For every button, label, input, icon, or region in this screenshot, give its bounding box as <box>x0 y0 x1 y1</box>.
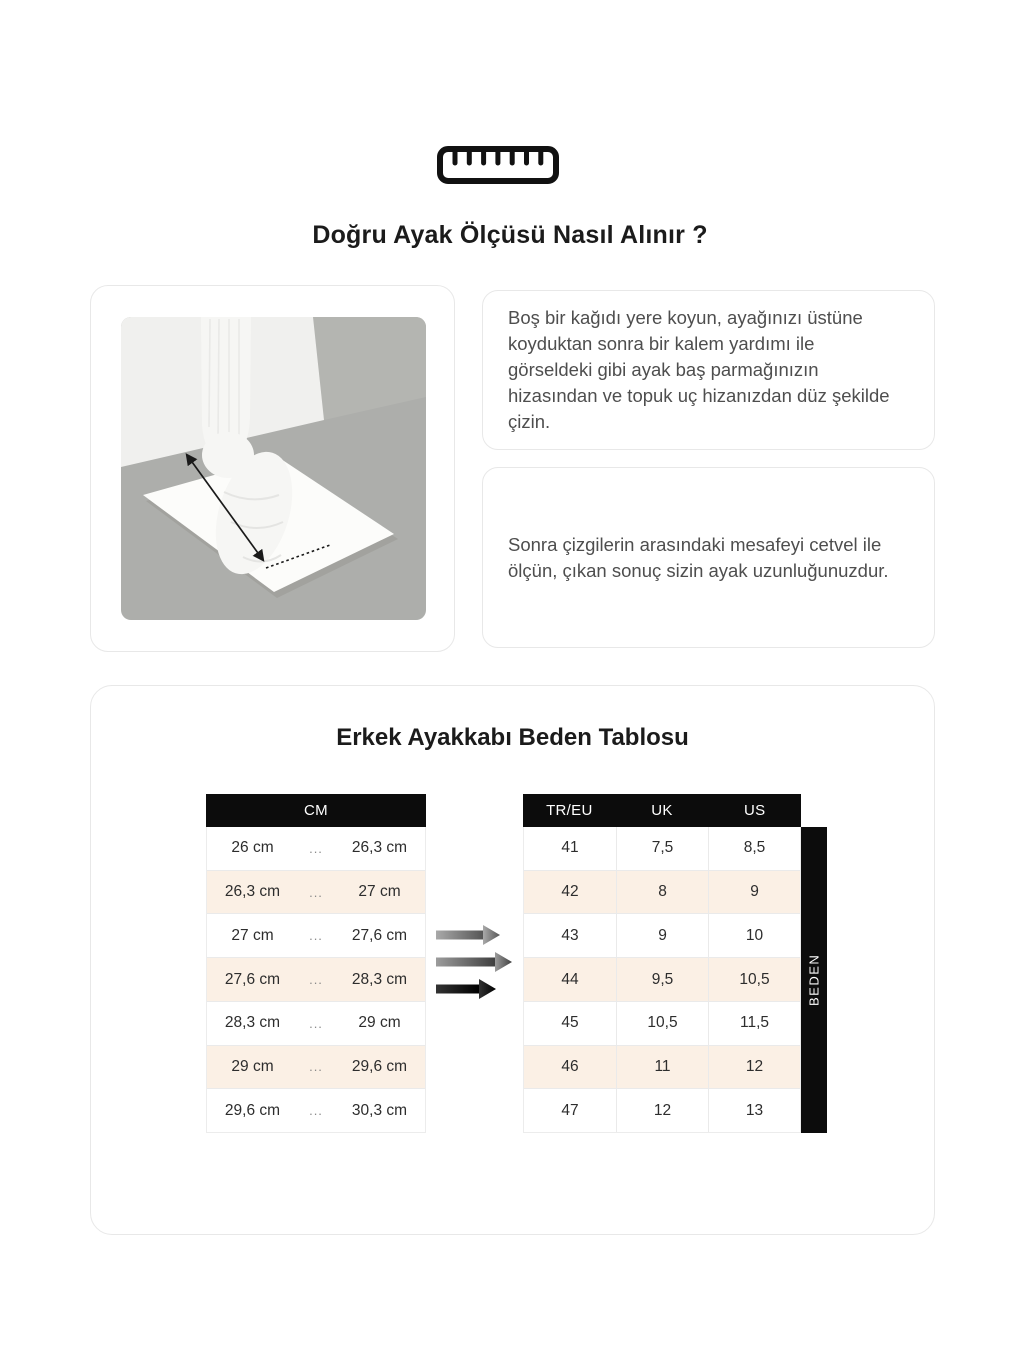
size-table-row <box>524 1088 800 1132</box>
beden-side-label: BEDEN <box>801 827 827 1133</box>
table-cell: 11 <box>616 1046 708 1089</box>
table-cell: ... <box>309 928 323 944</box>
table-cell: 41 <box>561 839 579 857</box>
table-cell: ... <box>309 884 323 900</box>
table-cell: 29,6 cm <box>224 1101 281 1119</box>
table-cell: 44 <box>561 970 579 988</box>
size-table-row <box>524 1001 800 1045</box>
size-table-card <box>90 685 935 1235</box>
table-cell: 45 <box>561 1014 579 1032</box>
table-cell: 9,5 <box>616 958 708 1001</box>
table-cell: 9 <box>708 871 800 914</box>
table-cell: ... <box>309 972 323 988</box>
table-cell: 28,3 cm <box>224 1014 281 1032</box>
table-cell: 27 cm <box>231 926 274 944</box>
cm-table-row <box>207 870 425 914</box>
cm-table-row <box>207 957 425 1001</box>
foot-measurement-photo <box>121 317 426 620</box>
table-cell: 26 cm <box>231 839 274 857</box>
size-table-header-treu: TR/EU <box>546 802 593 819</box>
ruler-icon <box>436 145 560 187</box>
cm-table-row <box>207 827 425 870</box>
table-cell: 27 cm <box>358 883 401 901</box>
size-table-row <box>524 913 800 957</box>
cm-table-row <box>207 1001 425 1045</box>
size-table-row <box>524 870 800 914</box>
size-section-title: Erkek Ayakkabı Beden Tablosu <box>336 724 689 751</box>
table-cell: 28,3 cm <box>351 970 408 988</box>
table-cell: 27,6 cm <box>351 926 408 944</box>
table-cell: 26,3 cm <box>351 839 408 857</box>
instruction-card-2 <box>482 467 935 648</box>
cm-table-row <box>207 1045 425 1089</box>
table-cell: 29 cm <box>231 1057 274 1075</box>
size-table-header <box>523 794 801 827</box>
conversion-arrows-icon <box>436 919 516 1004</box>
table-cell: 26,3 cm <box>224 883 281 901</box>
table-cell: 8 <box>616 871 708 914</box>
table-cell: 29,6 cm <box>351 1057 408 1075</box>
table-cell: 29 cm <box>358 1014 401 1032</box>
table-cell: ... <box>309 1059 323 1075</box>
cm-table-row <box>207 913 425 957</box>
table-cell: 12 <box>708 1046 800 1089</box>
table-cell: 30,3 cm <box>351 1101 408 1119</box>
cm-table-header: CM <box>206 794 426 827</box>
size-conversion-table <box>523 794 801 1133</box>
instruction-step-1: Boş bir kağıdı yere koyun, ayağınızı üstüne koyduktan sonra bir kalem yardımı ile görseldeki gibi ayak baş parmağınızın hizasından ve topuk uç hizanızdan düz şekilde çizin. <box>508 307 890 432</box>
table-cell: 27,6 cm <box>224 970 281 988</box>
table-cell: ... <box>309 1103 323 1119</box>
size-table-row <box>524 827 800 870</box>
size-table-body <box>523 827 801 1133</box>
cm-table-row <box>207 1088 425 1132</box>
cm-table <box>206 794 426 1133</box>
table-cell: 8,5 <box>708 827 800 870</box>
size-table-header-us: US <box>743 802 766 819</box>
table-cell: 11,5 <box>708 1002 800 1045</box>
size-table-header-uk: UK <box>651 802 673 819</box>
table-cell: 12 <box>616 1089 708 1132</box>
table-cell: 46 <box>561 1057 579 1075</box>
table-cell: ... <box>309 1015 323 1031</box>
table-cell: 10 <box>708 914 800 957</box>
instruction-step-2: Sonra çizgilerin arasındaki mesafeyi cetvel ile ölçün, çıkan sonuç sizin ayak uzunluğunuzdur. <box>508 533 889 581</box>
page-title: Doğru Ayak Ölçüsü Nasıl Alınır ? <box>312 221 708 249</box>
size-table-row <box>524 957 800 1001</box>
table-cell: 42 <box>561 883 579 901</box>
table-cell: 10,5 <box>616 1002 708 1045</box>
table-cell: 10,5 <box>708 958 800 1001</box>
table-cell: 43 <box>561 926 579 944</box>
table-cell: 47 <box>561 1101 579 1119</box>
table-cell: 9 <box>616 914 708 957</box>
cm-table-body <box>206 827 426 1133</box>
instruction-card-1 <box>482 290 935 450</box>
table-cell: 7,5 <box>616 827 708 870</box>
table-cell: 13 <box>708 1089 800 1132</box>
size-table-row <box>524 1045 800 1089</box>
table-cell: ... <box>309 840 323 856</box>
measurement-photo-card <box>90 285 455 652</box>
